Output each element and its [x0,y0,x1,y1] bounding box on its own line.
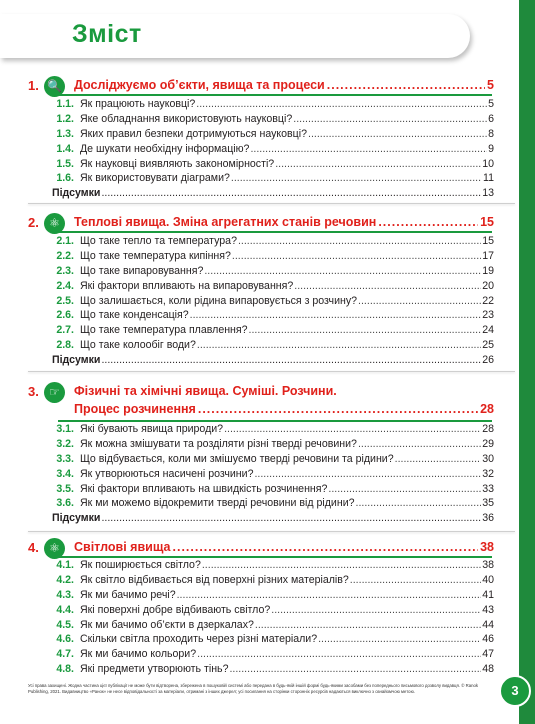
item-number: 4.7. [56,648,74,661]
item-page: 46 [482,633,494,646]
toc-item[interactable] [0,280,494,295]
item-title: Як світло відбивається від поверхні різних матеріалів? [80,573,349,586]
item-number: 3.2. [56,437,74,450]
toc-item[interactable] [0,250,494,265]
item-page: 43 [482,603,494,616]
item-number: 4.1. [56,559,74,571]
item-number: 4.3. [56,588,74,601]
item-number: 2.1. [56,235,74,247]
summary-row[interactable] [52,187,494,202]
section-title: Фізичні та хімічні явища. Суміші. Розчини. [74,384,337,398]
summary-label: Підсумки [52,512,101,525]
toc-item[interactable] [0,143,494,158]
item-title: Які поверхні добре відбивають світло? [80,603,271,616]
item-number: 1.2. [56,112,74,125]
toc-item[interactable] [0,324,494,339]
item-title: Як ми бачимо кольори? [80,648,197,661]
toc-item[interactable] [0,663,494,678]
toc-item[interactable] [0,423,494,438]
page-number-badge: 3 [499,675,531,707]
toc-item[interactable] [0,172,494,187]
section-number: 3. [28,384,39,399]
item-number: 3.3. [56,452,74,465]
item-title: Як працюють науковці? [80,98,196,110]
item-number: 4.6. [56,633,74,646]
section-title: Досліджуємо об’єкти, явища та процеси [74,78,325,92]
item-page: 47 [482,648,494,661]
item-page: 40 [482,573,494,586]
item-number: 2.4. [56,279,74,292]
item-number: 2.6. [56,309,74,322]
item-title: Як науковці виявляють закономірності? [80,157,275,170]
section-title-continued: Процес розчинення [74,402,196,416]
item-number: 3.4. [56,467,74,480]
item-title: Що таке тепло та температура? [80,235,237,247]
item-page: 29 [482,437,494,450]
section-title: Теплові явища. Зміна агрегатних станів речовин [74,215,377,229]
summary-label: Підсумки [52,187,101,200]
item-number: 2.8. [56,339,74,352]
item-number: 4.4. [56,603,74,616]
item-title: Що залишається, коли рідина випаровується з розчину? [80,294,358,307]
item-title: Що таке температура плавлення? [80,324,248,337]
item-page: 35 [482,497,494,510]
summary-page: 26 [482,354,494,367]
section-page: 5 [487,78,494,92]
toc-item[interactable] [0,468,494,483]
item-title: Що таке колообіг води? [80,339,196,352]
toc-item[interactable] [0,453,494,468]
item-page: 23 [482,309,494,322]
item-page: 38 [482,559,494,571]
item-page: 11 [483,172,494,185]
item-number: 2.7. [56,324,74,337]
hand-pointer-icon: ☞ [44,382,65,403]
item-page: 25 [482,339,494,352]
toc-item[interactable] [0,128,494,143]
item-number: 1.6. [56,172,74,185]
item-title: Яких правил безпеки дотримуються науковці? [80,127,307,140]
item-number: 2.2. [56,249,74,262]
item-number: 1.4. [56,142,74,155]
item-title: Як можна змішувати та розділяти різні тверді речовини? [80,437,357,450]
toc-item[interactable] [0,483,494,498]
item-page: 28 [482,423,494,435]
section-4 [0,538,500,676]
section-number: 1. [28,78,39,93]
section-rule [58,94,492,96]
item-title: Як ми бачимо речі? [80,588,176,601]
item-title: Які предмети утворюють тінь? [80,663,229,676]
item-page: 33 [482,482,494,495]
item-number: 1.3. [56,127,74,140]
item-number: 4.5. [56,618,74,631]
toc-item[interactable] [0,309,494,324]
item-page: 24 [482,324,494,337]
page-title: Зміст [72,20,142,48]
section-page: 28 [480,402,494,416]
item-page: 41 [482,588,494,601]
toc-item[interactable] [0,235,494,250]
summary-page: 13 [482,187,494,200]
summary-row[interactable] [52,354,494,369]
item-title: Які бувають явища природи? [80,423,224,435]
toc-item[interactable] [0,158,494,173]
item-number: 3.5. [56,482,74,495]
item-page: 48 [482,663,494,676]
item-page: 5 [488,98,494,110]
toc-item[interactable] [0,98,494,113]
item-page: 8 [488,127,494,140]
toc-item[interactable] [0,589,494,604]
item-number: 1.5. [56,157,74,170]
atom-icon: ⚛ [44,538,65,559]
item-number: 1.1. [56,98,74,110]
atom-icon: ⚛ [44,213,65,234]
toc-item[interactable] [0,295,494,310]
section-2 [0,213,500,367]
toc-item[interactable] [0,604,494,619]
section-rule [58,556,492,558]
section-heading[interactable] [0,382,500,416]
item-page: 15 [482,235,494,247]
section-number: 2. [28,215,39,230]
section-divider [28,531,515,532]
item-title: Що таке температура кипіння? [80,249,231,262]
section-page: 38 [480,540,494,554]
item-page: 32 [482,467,494,480]
toc-item[interactable] [0,619,494,634]
item-title: Що таке конденсація? [80,309,189,322]
right-edge-bar [519,0,535,724]
toc-item[interactable] [0,633,494,648]
item-number: 3.6. [56,497,74,510]
toc-item[interactable] [0,339,494,354]
item-page: 22 [482,294,494,307]
section-page: 15 [480,215,494,229]
item-title: Як поширюється світло? [80,559,201,571]
toc-item[interactable] [0,559,494,574]
toc-item[interactable] [0,648,494,663]
item-page: 44 [482,618,494,631]
item-title: Як ми бачимо об’єкти в дзеркалах? [80,618,254,631]
item-title: Як утворюються насичені розчини? [80,467,254,480]
item-title: Які фактори впливають на випаровування? [80,279,294,292]
item-title: Що таке випаровування? [80,264,204,277]
toc-item[interactable] [0,265,494,280]
item-page: 10 [482,157,494,170]
section-rule [58,231,492,233]
item-page: 17 [482,249,494,262]
item-title: Як ми можемо відокремити тверді речовини від рідини? [80,497,355,510]
item-number: 2.3. [56,264,74,277]
summary-row[interactable] [52,512,494,527]
summary-label: Підсумки [52,354,101,367]
section-3 [0,382,500,525]
summary-page: 36 [482,512,494,525]
item-title: Скільки світла проходить через різні матеріали? [80,633,318,646]
toc-item[interactable] [0,497,494,512]
item-title: Де шукати необхідну інформацію? [80,142,250,155]
item-title: Які фактори впливають на швидкість розчинення? [80,482,328,495]
item-page: 19 [482,264,494,277]
item-title: Як використовувати діаграми? [80,172,230,185]
item-page: 20 [482,279,494,292]
section-divider [28,203,515,204]
magnifier-icon: 🔍 [44,76,65,97]
item-number: 2.5. [56,294,74,307]
copyright-footnote: Усі права захищені. Жодна частина цієї публікації не може бути відтворена, збережена в пошуковій системі або передана в будь-якій іншій формі будь-якими засобами без попереднього письмового дозволу видавця. © Ranok Publishing, 2021. Видавництво «Ранок» не несе відповідальності за матеріали, отримані з інших джерел; усі посилання на сторінки сторонніх ресурсів надаються виключно з ознайомчою метою. [28,683,479,695]
item-number: 3.1. [56,423,74,435]
section-title: Світлові явища [74,540,171,554]
item-page: 6 [488,112,494,125]
section-1 [0,76,500,200]
item-title: Що відбувається, коли ми змішуємо тверді речовини та рідини? [80,452,394,465]
section-rule [58,420,492,422]
item-page: 9 [488,142,494,155]
item-title: Яке обладнання використовують науковці? [80,112,293,125]
toc-item[interactable] [0,574,494,589]
item-number: 4.8. [56,663,74,676]
section-number: 4. [28,540,39,555]
toc-item[interactable] [0,438,494,453]
item-number: 4.2. [56,573,74,586]
item-page: 30 [482,452,494,465]
header-banner [0,14,470,58]
section-divider [28,371,515,372]
toc-item[interactable] [0,113,494,128]
